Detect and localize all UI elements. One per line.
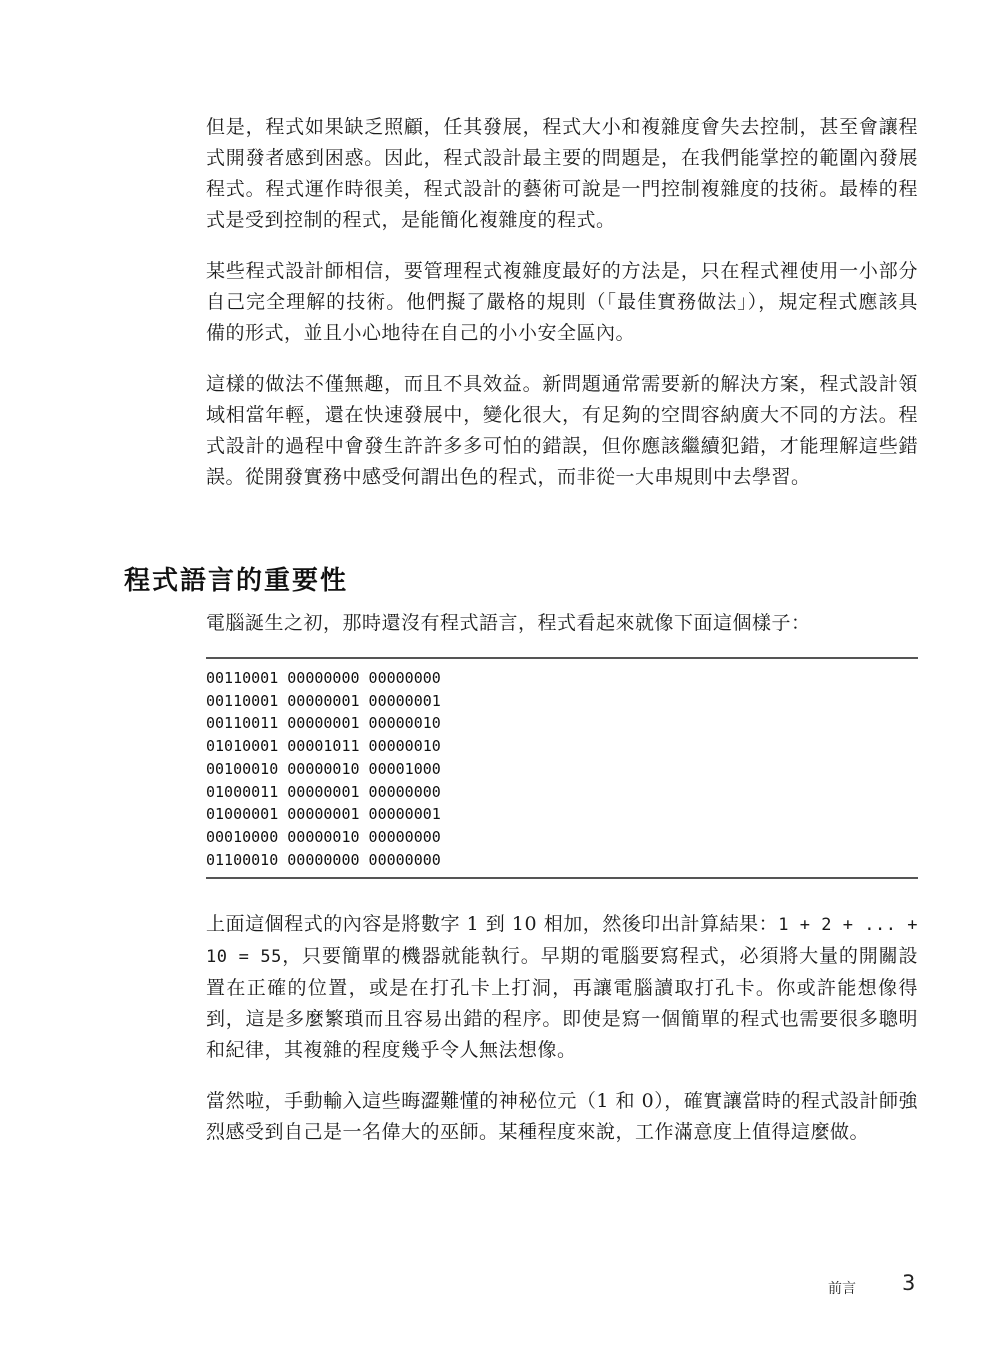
paragraph-3: 這樣的做法不僅無趣，而且不具效益。新問題通常需要新的解決方案，程式設計領域相當年輕，還在快速發展中，變化很大，有足夠的空間容納廣大不同的方法。程式設計的過程中會發生許許多多可怕的錯誤，但你應該繼續犯錯，才能理解這些錯誤。從開發實務中感受何謂出色的程式，而非從一大串規則中去學習。 xyxy=(206,373,918,488)
code-line: 00110001 00000001 00000001 xyxy=(206,691,441,710)
code-line: 00110001 00000000 00000000 xyxy=(206,669,441,687)
after-code-text-end: ，只要簡單的機器就能執行。早期的電腦要寫程式，必須將大量的開關設置在正確的位置，或是在打孔卡上打洞，再讓電腦讀取打孔卡。你或許能想像得到，這是多麼繁瑣而且容易出錯的程序。即使是寫一個簡單的程式也需要很多聰明和紀律，其複雜的程度幾乎令人無法想像。 xyxy=(206,945,918,1062)
binary-code-block xyxy=(206,657,918,879)
paragraph-after-code xyxy=(206,909,918,1066)
footer-chapter-label: 前言 xyxy=(828,1281,856,1297)
section-heading: 程式語言的重要性 xyxy=(124,566,349,596)
code-line: 00100010 00000010 00001000 xyxy=(206,759,441,778)
code-line: 01100010 00000000 00000000 xyxy=(206,850,441,869)
paragraph-1: 但是，程式如果缺乏照顧，任其發展，程式大小和複雜度會失去控制，甚至會讓程式開發者感到困惑。因此，程式設計最主要的問題是，在我們能掌控的範圍內發展程式。程式運作時很美，程式設計的藝術可說是一門控制複雜度的技術。最棒的程式是受到控制的程式，是能簡化複雜度的程式。 xyxy=(206,116,918,231)
code-line: 01000011 00000001 00000000 xyxy=(206,782,441,801)
paragraph-2: 某些程式設計師相信，要管理程式複雜度最好的方法是，只在程式裡使用一小部分自己完全理解的技術。他們擬了嚴格的規則（「最佳實務做法」），規定程式應該具備的形式，並且小心地待在自己的小小安全區內。 xyxy=(206,260,918,344)
section-body xyxy=(206,608,918,1168)
page-number: 3 xyxy=(902,1271,916,1295)
inline-code-expression: 1 + 2 + ... + 10 = 55 xyxy=(206,915,918,968)
after-code-text-start: 上面這個程式的內容是將數字 1 到 10 相加，然後印出計算結果： xyxy=(206,913,779,936)
paragraph-final: 當然啦，手動輸入這些晦澀難懂的神秘位元（1 和 0），確實讓當時的程式設計師強烈感受到自己是一名偉大的巫師。某種程度來說，工作滿意度上值得這麼做。 xyxy=(206,1090,918,1144)
code-line: 01000001 00000001 00000001 xyxy=(206,805,441,824)
code-line: 00010000 00000010 00000000 xyxy=(206,827,441,846)
code-line: 00110011 00000001 00000010 xyxy=(206,714,441,733)
intro-paragraph: 電腦誕生之初，那時還沒有程式語言，程式看起來就像下面這個樣子： xyxy=(206,612,811,634)
code-line: 01010001 00001011 00000010 xyxy=(206,737,441,756)
body-text-top xyxy=(206,112,918,513)
